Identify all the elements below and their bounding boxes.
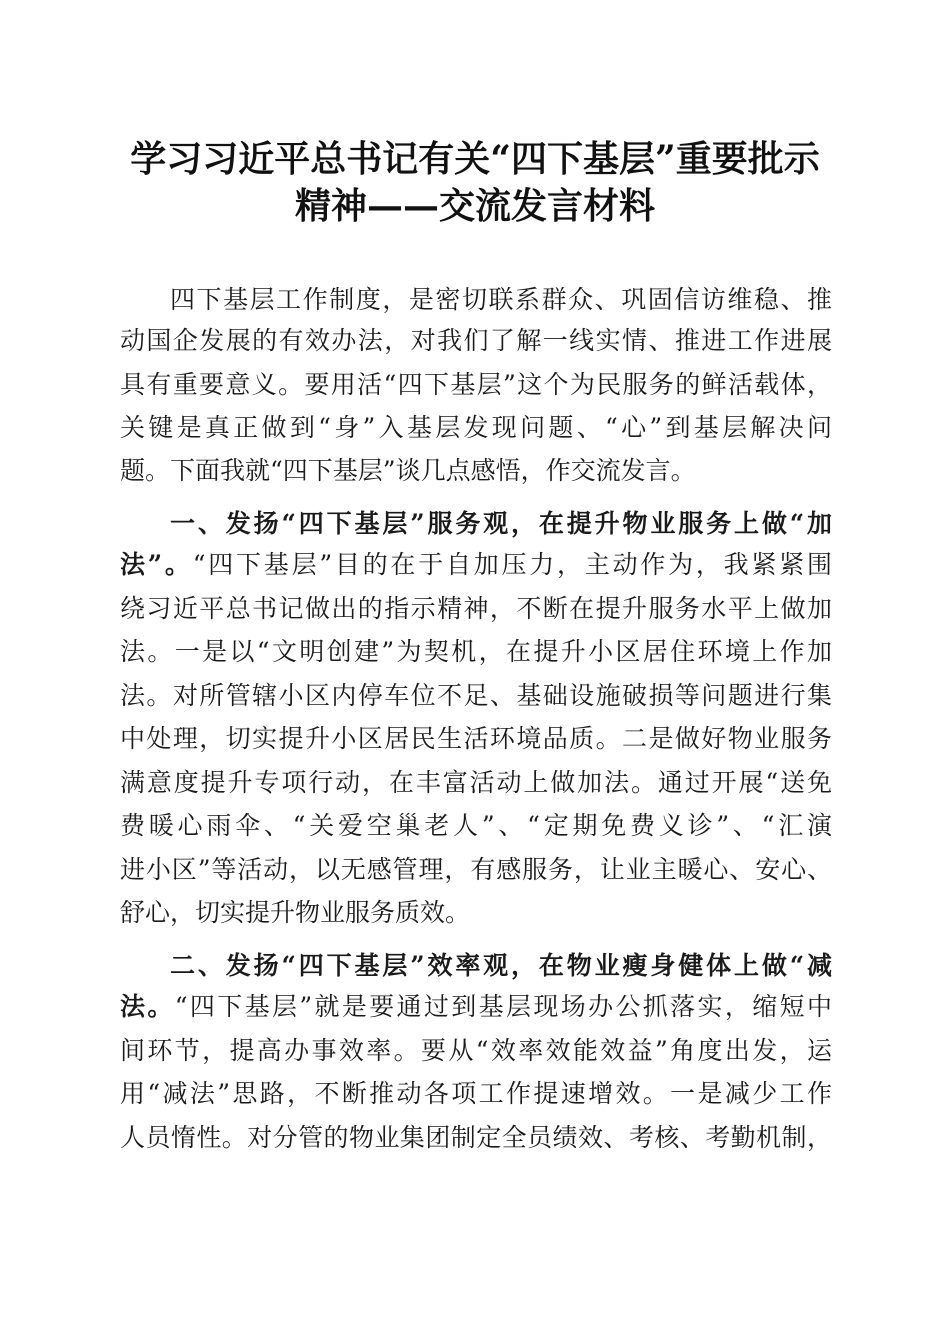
section-1-line: 绕习近平总书记做出的指示精神，不断在提升服务水平上做加 bbox=[120, 594, 832, 623]
section-1-line bbox=[120, 550, 832, 580]
section-1-line: 舒心，切实提升物业服务质效。 bbox=[120, 898, 471, 927]
section-2-line bbox=[120, 992, 832, 1022]
document-title-line-2: 精神——交流发言材料 bbox=[294, 185, 655, 227]
section-1-line: 法。对所管辖小区内停车位不足、基础设施破损等问题进行集 bbox=[120, 681, 832, 710]
paragraph-1-line: 题。下面我就“四下基层”谈几点感悟，作交流发言。 bbox=[120, 456, 696, 485]
section-1-line: 中处理，切实提升小区居民生活环境品质。二是做好物业服务 bbox=[120, 724, 832, 753]
section-2-line: 用“减法”思路，不断推动各项工作提速增效。一是减少工作 bbox=[120, 1079, 832, 1108]
section-2-text: “四下基层”就是要通过到基层现场办公抓落实，缩短中 bbox=[174, 992, 832, 1021]
paragraph-1-line: 四下基层工作制度，是密切联系群众、巩固信访维稳、推 bbox=[170, 285, 832, 314]
paragraph-1-line: 具有重要意义。要用活“四下基层”这个为民服务的鲜活载体， bbox=[120, 370, 832, 399]
section-2-heading-end: 法。 bbox=[120, 992, 175, 1021]
section-1-line: 进小区”等活动，以无感管理，有感服务，让业主暖心、安心、 bbox=[120, 855, 832, 884]
section-1-line: 费暖心雨伞、“关爱空巢老人”、“定期免费义诊”、“汇演 bbox=[120, 811, 832, 840]
section-1-heading-end: 法”。 bbox=[120, 550, 193, 579]
section-1-heading-text: 一、发扬“四下基层”服务观，在提升物业服务上做“加 bbox=[170, 509, 832, 538]
document-title-line-1: 学习习近平总书记有关“四下基层”重要批示 bbox=[130, 138, 820, 180]
section-1-text: “四下基层”目的在于自加压力，主动作为，我紧紧围 bbox=[192, 550, 832, 579]
section-1-line: 法。一是以“文明创建”为契机，在提升小区居住环境上作加 bbox=[120, 637, 832, 666]
section-1-heading bbox=[170, 509, 832, 539]
section-2-line: 人员惰性。对分管的物业集团制定全员绩效、考核、考勤机制， bbox=[120, 1123, 832, 1152]
paragraph-1-line: 关键是真正做到“身”入基层发现问题、“心”到基层解决问 bbox=[120, 413, 832, 442]
section-2-line: 间环节，提高办事效率。要从“效率效能效益”角度出发，运 bbox=[120, 1036, 832, 1065]
section-2-heading bbox=[170, 951, 832, 981]
section-2-heading-text: 二、发扬“四下基层”效率观，在物业瘦身健体上做“减 bbox=[170, 951, 832, 980]
section-1-line: 满意度提升专项行动，在丰富活动上做加法。通过开展“送免 bbox=[120, 768, 832, 797]
paragraph-1-line: 动国企发展的有效办法，对我们了解一线实情、推进工作进展 bbox=[120, 326, 832, 355]
